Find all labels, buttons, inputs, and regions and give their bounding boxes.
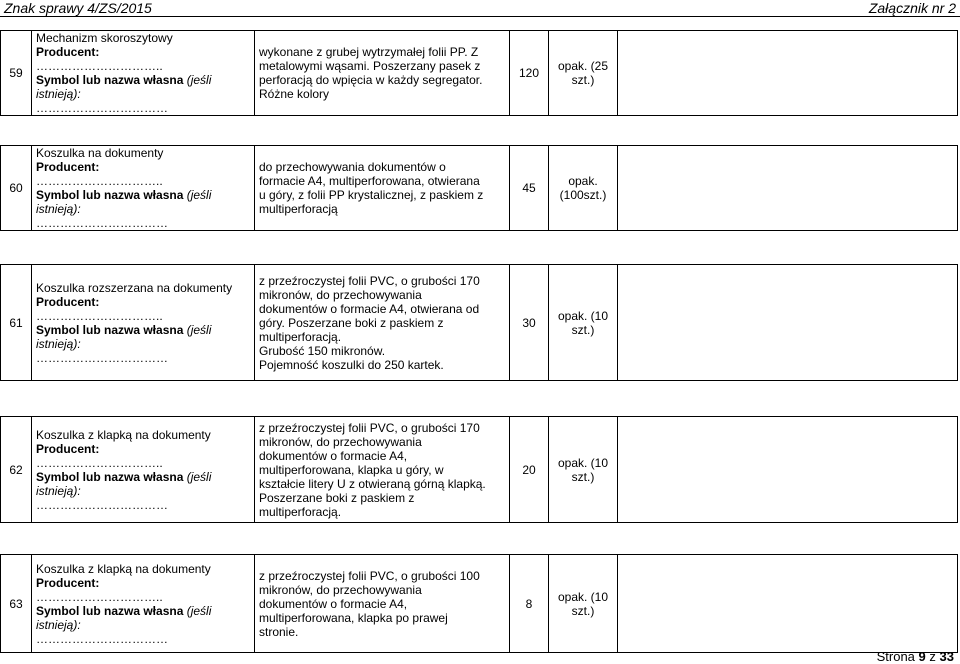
symbol-label-text: Symbol lub nazwa własna <box>36 73 184 87</box>
item-name: Koszulka z klapką na dokumenty <box>36 561 211 576</box>
producer-dots: ………………………….. <box>36 308 163 323</box>
description-line: Pojemność koszulki do 250 kartek. <box>259 357 444 372</box>
description-line: dokumentów o formacie A4, <box>259 596 408 611</box>
description-line: z przeźroczystej folii PVC, o grubości 170 <box>259 420 480 435</box>
description-line: Grubość 150 mikronów. <box>259 343 386 358</box>
item-name: Koszulka rozszerzana na dokumenty <box>36 280 233 295</box>
description-line: kształcie litery U z otwieraną górną klapką. <box>259 476 486 491</box>
table-row <box>1 31 958 116</box>
unit-line: szt.) <box>571 73 595 87</box>
description-line: mikronów, do przechowywania <box>259 434 422 449</box>
item-quantity: 8 <box>510 555 549 653</box>
page-total: 33 <box>939 649 954 664</box>
empty-cell <box>618 146 958 231</box>
row-gap <box>1 116 958 146</box>
table-row <box>1 146 958 231</box>
description-line: multiperforowana, klapka po prawej <box>259 610 448 625</box>
empty-cell <box>618 265 958 381</box>
item-name-cell <box>32 31 255 116</box>
symbol-label-text: Symbol lub nazwa własna <box>36 188 184 202</box>
symbol-dots: …………………………… <box>36 631 168 646</box>
description-line: z przeźroczystej folii PVC, o grubości 170 <box>259 273 480 288</box>
producer-label: Producent: <box>36 160 100 174</box>
item-quantity: 20 <box>510 417 549 523</box>
item-description <box>255 555 510 653</box>
item-description <box>255 417 510 523</box>
item-number: 60 <box>1 146 32 231</box>
row-gap <box>1 381 958 417</box>
description-line: stronie. <box>259 624 299 639</box>
item-name: Koszulka na dokumenty <box>36 146 164 160</box>
unit-line: opak. (10 <box>557 308 609 323</box>
unit-line: szt.) <box>571 322 595 337</box>
description-line: Różne kolory <box>259 87 330 101</box>
attachment-label: Załącznik nr 2 <box>868 0 956 16</box>
item-number: 63 <box>1 555 32 653</box>
empty-cell <box>618 31 958 116</box>
description-line: dokumentów o formacie A4, <box>259 448 408 463</box>
description-line: formacie A4, multiperforowana, otwierana <box>259 174 480 188</box>
row-gap <box>1 523 958 555</box>
symbol-label-italic: (jeśli istnieją): <box>36 188 212 216</box>
items-table <box>0 30 958 653</box>
producer-label: Producent: <box>36 441 100 456</box>
symbol-label <box>36 73 211 101</box>
item-quantity: 45 <box>510 146 549 231</box>
table-row <box>1 417 958 523</box>
empty-cell <box>618 417 958 523</box>
item-name-cell <box>32 146 255 231</box>
description-line: metalowymi wąsami. Poszerzany pasek z <box>259 59 481 73</box>
item-name: Mechanizm skoroszytowy <box>36 31 173 45</box>
symbol-label-italic: (jeśli istnieją): <box>36 603 212 632</box>
unit-line: opak. <box>568 174 598 188</box>
unit-line: szt.) <box>571 469 595 484</box>
item-unit <box>549 31 618 116</box>
producer-dots: ………………………….. <box>36 59 163 73</box>
symbol-label <box>36 323 211 351</box>
table-row <box>1 265 958 381</box>
producer-dots: ………………………….. <box>36 589 163 604</box>
description-line: perforacją do wpięcia w każdy segregator. <box>259 73 483 87</box>
symbol-label-italic: (jeśli istnieją): <box>36 469 212 498</box>
description-line: multiperforacją <box>259 202 338 216</box>
description-line: multiperforacją. <box>259 504 342 519</box>
unit-line: szt.) <box>571 603 595 618</box>
description-line: dokumentów o formacie A4, otwierana od <box>259 301 480 316</box>
description-line: Poszerzane boki z paskiem z <box>259 490 415 505</box>
description-line: z przeźroczystej folii PVC, o grubości 100 <box>259 568 480 583</box>
item-unit <box>549 555 618 653</box>
table-row <box>1 555 958 653</box>
item-unit <box>549 265 618 381</box>
producer-label: Producent: <box>36 294 100 309</box>
symbol-dots: …………………………… <box>36 216 168 230</box>
unit-line: (100szt.) <box>559 188 607 202</box>
producer-dots: ………………………….. <box>36 174 163 188</box>
item-unit <box>549 146 618 231</box>
description-line: multiperforacją. <box>259 329 342 344</box>
description-line: wykonane z grubej wytrzymałej folii PP. Z <box>259 45 479 59</box>
item-name-cell <box>32 265 255 381</box>
producer-dots: ………………………….. <box>36 455 163 470</box>
symbol-label <box>36 604 211 632</box>
item-description <box>255 31 510 116</box>
item-description <box>255 265 510 381</box>
symbol-label <box>36 188 211 216</box>
item-name-cell <box>32 555 255 653</box>
description-line: mikronów, do przechowywania <box>259 582 422 597</box>
header-rule <box>0 16 960 17</box>
row-gap <box>1 231 958 265</box>
page-number: 9 <box>918 649 926 664</box>
item-name: Koszulka z klapką na dokumenty <box>36 427 211 442</box>
symbol-label-text: Symbol lub nazwa własna <box>36 603 184 618</box>
description-line: u góry, z folii PP krystalicznej, z paskiem z <box>259 188 484 202</box>
item-unit <box>549 417 618 523</box>
unit-line: opak. (25 <box>557 59 609 73</box>
item-name-cell <box>32 417 255 523</box>
item-quantity: 30 <box>510 265 549 381</box>
item-quantity: 120 <box>510 31 549 116</box>
producer-label: Producent: <box>36 575 100 590</box>
description-line: góry. Poszerzane boki z paskiem z <box>259 315 444 330</box>
item-number: 62 <box>1 417 32 523</box>
symbol-label-italic: (jeśli istnieją): <box>36 73 212 101</box>
producer-label: Producent: <box>36 45 100 59</box>
page-header <box>0 0 960 18</box>
symbol-label-text: Symbol lub nazwa własna <box>36 469 184 484</box>
symbol-label-italic: (jeśli istnieją): <box>36 322 212 351</box>
page-footer <box>877 649 954 664</box>
page-of-label: z <box>929 649 936 664</box>
unit-line: opak. (10 <box>557 589 609 604</box>
symbol-label <box>36 470 211 498</box>
description-line: do przechowywania dokumentów o <box>259 160 446 174</box>
symbol-dots: …………………………… <box>36 497 168 512</box>
unit-line: opak. (10 <box>557 455 609 470</box>
symbol-label-text: Symbol lub nazwa własna <box>36 322 184 337</box>
item-number: 59 <box>1 31 32 116</box>
page-label: Strona <box>876 649 915 664</box>
item-description <box>255 146 510 231</box>
symbol-dots: …………………………… <box>36 101 168 115</box>
empty-cell <box>618 555 958 653</box>
description-line: mikronów, do przechowywania <box>259 287 422 302</box>
description-line: multiperforowana, klapka u góry, w <box>259 462 444 477</box>
item-number: 61 <box>1 265 32 381</box>
symbol-dots: …………………………… <box>36 350 168 365</box>
case-number: Znak sprawy 4/ZS/2015 <box>4 0 152 16</box>
